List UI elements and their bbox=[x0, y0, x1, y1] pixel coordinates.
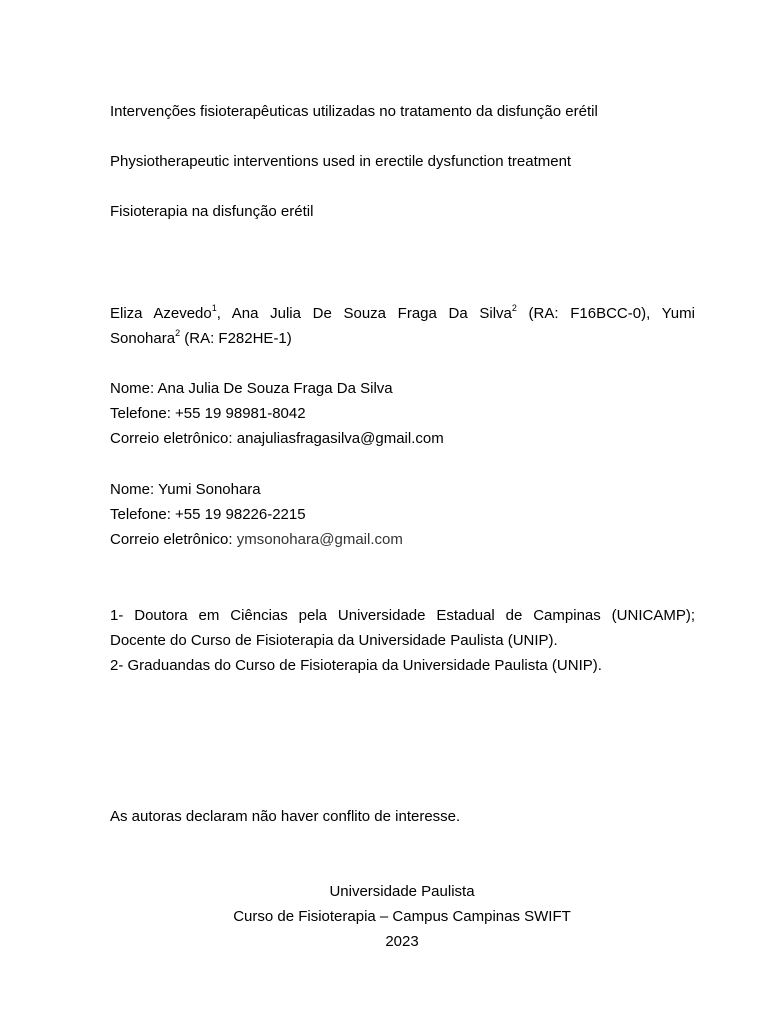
footer-year: 2023 bbox=[385, 933, 419, 950]
contact-2-email-line bbox=[110, 531, 403, 549]
authors-line-2 bbox=[110, 326, 695, 351]
footer-course: Curso de Fisioterapia – Campus Campinas SWIFT bbox=[233, 908, 571, 925]
author-2-affiliation-mark: 2 bbox=[511, 303, 517, 313]
contact-1-name: Nome: Ana Julia De Souza Fraga Da Silva bbox=[110, 380, 393, 397]
contact-2-email-label: Correio eletrônico: bbox=[110, 531, 237, 548]
author-2-ra: (RA: F16BCC-0), Yumi bbox=[516, 305, 695, 322]
contact-1-email-label: Correio eletrônico: bbox=[110, 430, 237, 447]
title-portuguese: Intervenções fisioterapêuticas utilizadas no tratamento da disfunção erétil bbox=[110, 103, 598, 120]
author-3-name: Sonohara bbox=[110, 330, 176, 347]
author-1-name: Eliza Azevedo bbox=[110, 305, 212, 322]
contact-1-email-line bbox=[110, 430, 444, 448]
affiliations-block bbox=[110, 603, 695, 678]
contact-2-email[interactable]: ymsonohara@gmail.com bbox=[236, 531, 403, 548]
author-3-ra: (RA: F282HE-1) bbox=[180, 330, 292, 347]
authors-line-1 bbox=[110, 301, 695, 326]
short-title: Fisioterapia na disfunção erétil bbox=[110, 203, 314, 220]
footer-university: Universidade Paulista bbox=[329, 883, 475, 900]
title-english: Physiotherapeutic interventions used in erectile dysfunction treatment bbox=[110, 153, 572, 170]
affiliation-1-line-1: 1- Doutora em Ciências pela Universidade Estadual de Campinas (UNICAMP); bbox=[110, 607, 695, 624]
affiliation-1-line-2: Docente do Curso de Fisioterapia da Universidade Paulista (UNIP). bbox=[110, 632, 558, 649]
author-3-affiliation-mark: 2 bbox=[175, 328, 181, 338]
contact-2-name: Nome: Yumi Sonohara bbox=[110, 481, 261, 498]
contact-1-phone: Telefone: +55 19 98981-8042 bbox=[110, 405, 306, 422]
affiliation-2: 2- Graduandas do Curso de Fisioterapia da Universidade Paulista (UNIP). bbox=[110, 657, 602, 674]
contact-2-phone: Telefone: +55 19 98226-2215 bbox=[110, 506, 306, 523]
authors-block bbox=[110, 301, 695, 351]
author-2-name: , Ana Julia De Souza Fraga Da Silva bbox=[216, 305, 512, 322]
author-1-affiliation-mark: 1 bbox=[211, 303, 217, 313]
conflict-of-interest-statement: As autoras declaram não haver conflito de interesse. bbox=[110, 808, 461, 825]
contact-1-email[interactable]: anajuliasfragasilva@gmail.com bbox=[236, 430, 444, 447]
